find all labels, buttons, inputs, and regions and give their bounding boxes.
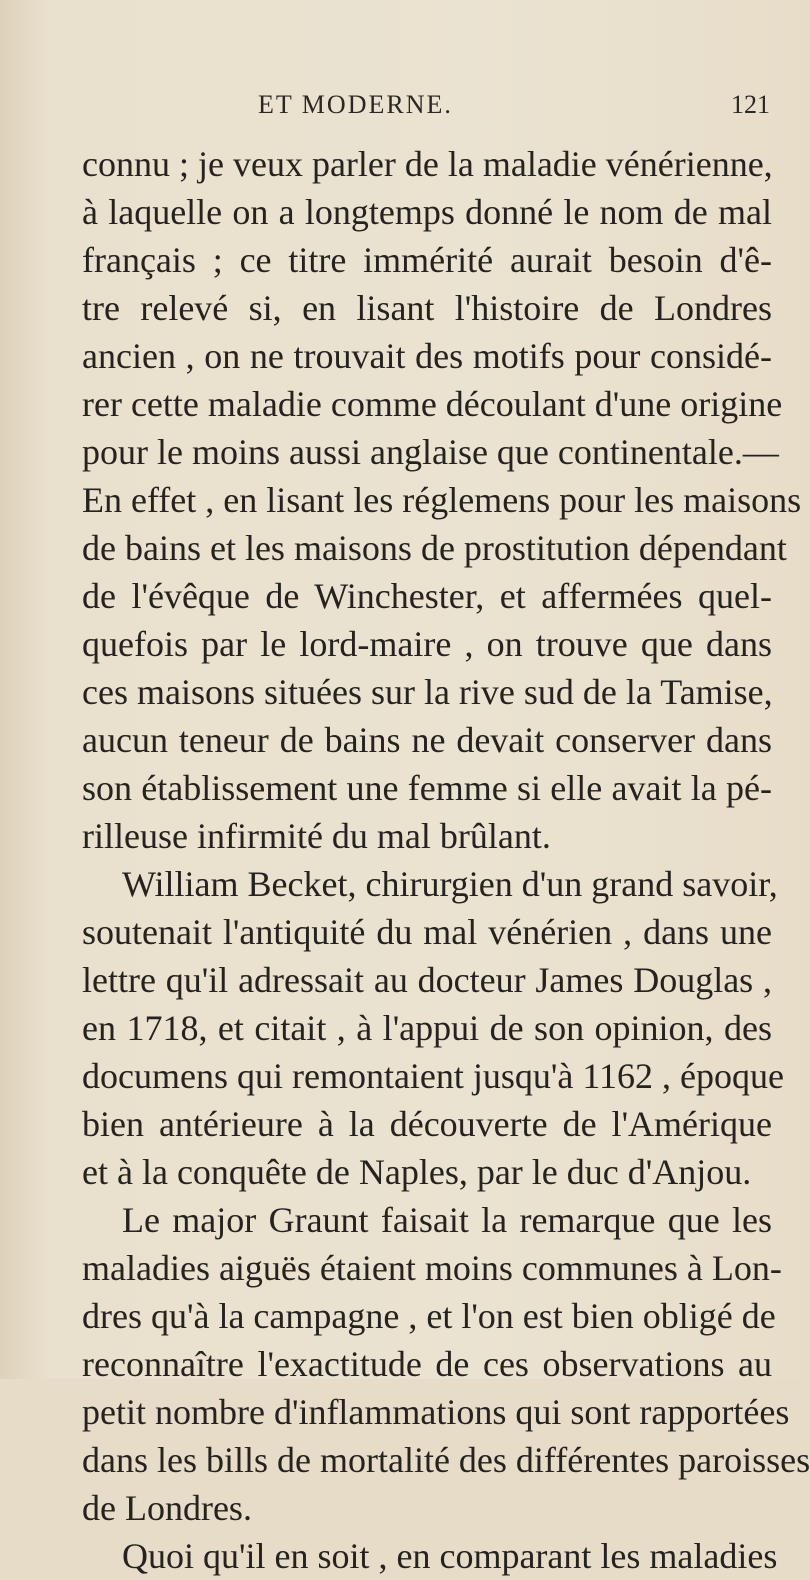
- text-line: documens qui remontaient jusqu'à 1162 , époque: [82, 1056, 784, 1096]
- body-text: [82, 140, 810, 1580]
- paragraph-start-line: William Becket, chirurgien d'un grand savoir,: [122, 864, 778, 904]
- paragraph-start-line: Le major Graunt faisait la remarque que les: [122, 1200, 772, 1240]
- paragraph-end-line: et à la conquête de Naples, par le duc d'Anjou.: [82, 1152, 752, 1192]
- text-line: ancien , on ne trouvait des motifs pour considé-: [82, 336, 772, 376]
- text-line: en 1718, et citait , à l'appui de son opinion, des: [82, 1008, 772, 1048]
- text-line: reconnaître l'exactitude de ces observations au: [82, 1344, 772, 1384]
- text-line: ces maisons situées sur la rive sud de la Tamise,: [82, 672, 773, 712]
- text-line: dans les bills de mortalité des différentes paroisses: [82, 1440, 810, 1480]
- text-line: français ; ce titre immérité aurait besoin d'ê-: [82, 240, 772, 280]
- text-line: bien antérieure à la découverte de l'Amérique: [82, 1104, 772, 1144]
- text-line: lettre qu'il adressait au docteur James Douglas ,: [82, 960, 772, 1000]
- text-line: En effet , en lisant les réglemens pour les maisons: [82, 480, 802, 520]
- text-line: maladies aiguës étaient moins communes à Lon-: [82, 1248, 782, 1288]
- text-line: connu ; je veux parler de la maladie vénérienne,: [82, 144, 773, 184]
- text-line: tre relevé si, en lisant l'histoire de Londres: [82, 288, 772, 328]
- text-line: de l'évêque de Winchester, et affermées quel-: [82, 576, 772, 616]
- running-head: [80, 90, 770, 130]
- text-line: dres qu'à la campagne , et l'on est bien obligé de: [82, 1296, 776, 1336]
- text-line: petit nombre d'inflammations qui sont rapportées: [82, 1392, 790, 1432]
- paragraph-end-line: de Londres.: [82, 1488, 252, 1528]
- text-line: de bains et les maisons de prostitution dépendant: [82, 528, 787, 568]
- text-line: soutenait l'antiquité du mal vénérien , dans une: [82, 912, 772, 952]
- text-line: pour le moins aussi anglaise que continentale.—: [82, 432, 779, 472]
- page-number: 121: [731, 90, 770, 119]
- paragraph-end-line: rilleuse infirmité du mal brûlant.: [82, 816, 551, 856]
- running-title: ET MODERNE.: [258, 90, 453, 119]
- text-line: rer cette maladie comme découlant d'une origine: [82, 384, 783, 424]
- text-line: son établissement une femme si elle avait la pé-: [82, 768, 772, 808]
- paragraph-start-line: Quoi qu'il en soit , en comparant les maladies: [122, 1536, 778, 1576]
- text-line: à laquelle on a longtemps donné le nom de mal: [82, 192, 772, 232]
- text-line: aucun teneur de bains ne devait conserver dans: [82, 720, 772, 760]
- text-line: quefois par le lord-maire , on trouve que dans: [82, 624, 772, 664]
